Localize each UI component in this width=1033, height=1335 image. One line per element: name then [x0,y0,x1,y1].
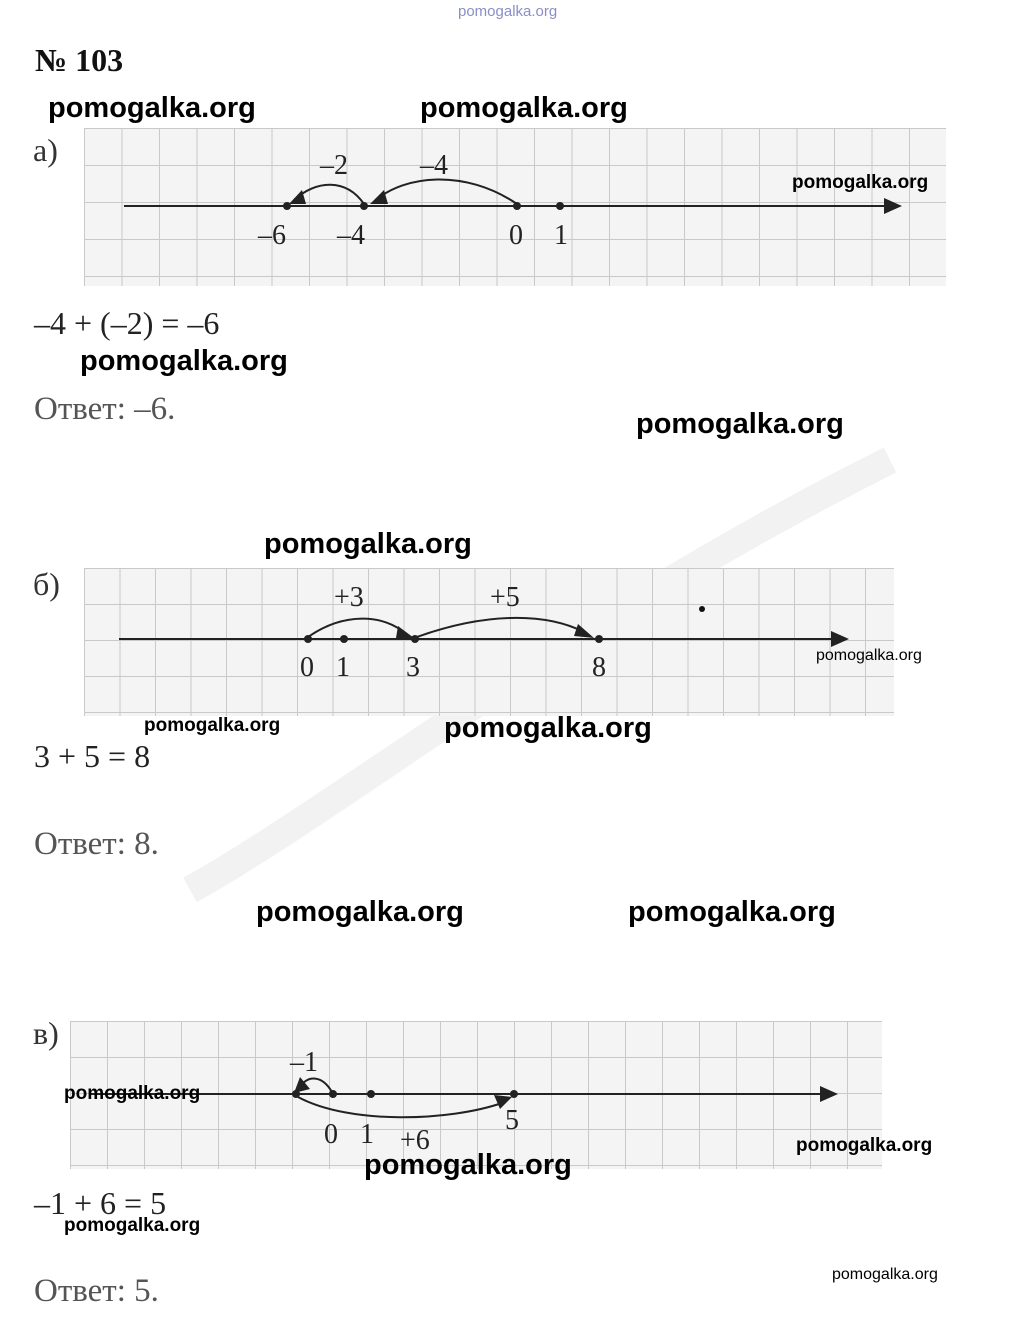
watermark: pomogalka.org [832,1266,938,1283]
part-v-answer: Ответ: 5. [34,1273,159,1309]
point-1 [556,202,564,210]
watermark: pomogalka.org [64,1215,201,1236]
jump-label: +3 [334,582,364,613]
tick-label: –6 [258,220,286,251]
tick-label: 1 [336,652,350,683]
point-0 [329,1090,337,1098]
watermark: pomogalka.org [256,896,464,928]
number-line-b [84,568,894,716]
watermark: pomogalka.org [792,172,929,193]
jump-label: –2 [320,150,348,181]
part-a-answer: Ответ: –6. [34,391,176,427]
watermark: pomogalka.org [48,92,256,124]
tick-label: 1 [360,1119,374,1150]
jump-label: –4 [420,150,448,181]
watermark: pomogalka.org [420,92,628,124]
watermark: pomogalka.org [796,1135,933,1156]
watermark: pomogalka.org [636,408,844,440]
part-a-label: а) [33,132,58,168]
jump-label: –1 [290,1047,318,1078]
part-b-equation: 3 + 5 = 8 [34,738,151,774]
tick-label: 0 [300,652,314,683]
part-v-label: в) [33,1015,59,1051]
top-watermark: pomogalka.org [458,3,558,20]
tick-label: 3 [406,652,420,683]
number-line-a [84,128,946,288]
tick-label: 5 [505,1105,519,1136]
watermark: pomogalka.org [364,1149,572,1181]
tick-label: 0 [324,1119,338,1150]
point-8 [595,635,603,643]
watermark: pomogalka.org [816,647,922,664]
watermark: pomogalka.org [144,715,281,736]
jump-label: +6 [400,1125,430,1156]
watermark: pomogalka.org [80,345,288,377]
tick-label: 8 [592,652,606,683]
part-b-label: б) [33,566,60,602]
tick-label: –4 [337,220,365,251]
point-1 [340,635,348,643]
part-v-equation: –1 + 6 = 5 [34,1185,167,1221]
part-b-answer: Ответ: 8. [34,826,159,862]
tick-label: 1 [554,220,568,251]
problem-number: № 103 [35,42,124,78]
watermark: pomogalka.org [628,896,836,928]
part-a-equation: –4 + (–2) = –6 [34,305,220,341]
watermark: pomogalka.org [64,1083,201,1104]
watermark: pomogalka.org [444,712,652,744]
jump-label: +5 [490,582,520,613]
point-5 [510,1090,518,1098]
stray-dot [699,606,705,612]
point-1 [367,1090,375,1098]
tick-label: 0 [509,220,523,251]
watermark: pomogalka.org [264,528,472,560]
